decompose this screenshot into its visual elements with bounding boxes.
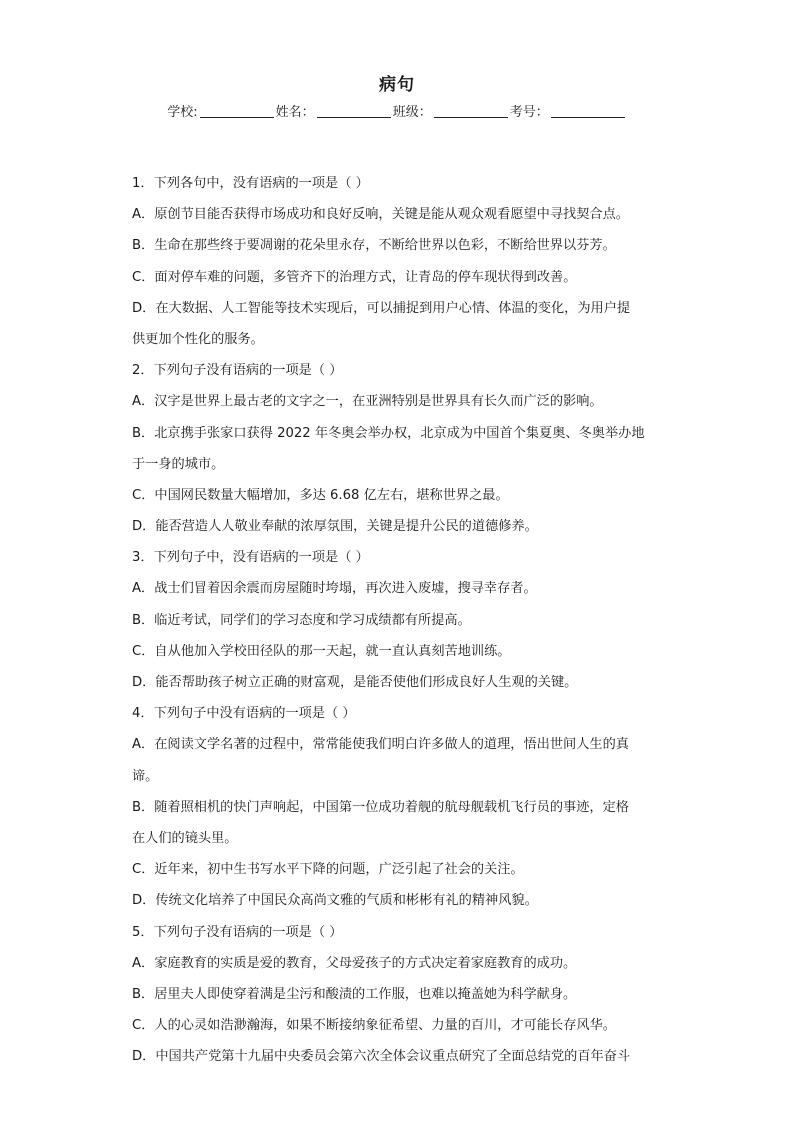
- text-line: C．近年来，初中生书写水平下降的问题，广泛引起了社会的关注。: [132, 862, 524, 878]
- text-line: C．面对停车难的问题，多管齐下的治理方式，让青岛的停车现状得到改善。: [132, 269, 577, 285]
- text-line: B．北京携手张家口获得 2022 年冬奥会举办权，北京成为中国首个集夏奥、冬奥举办地: [132, 425, 645, 441]
- text-line: A．原创节目能否获得市场成功和良好反响，关键是能从观众观看愿望中寻找契合点。: [132, 207, 629, 223]
- text-line: D．在大数据、人工智能等技术实现后，可以捕捉到用户心情、体温的变化，为用户提: [132, 300, 631, 316]
- class-label: 班级：: [392, 105, 432, 120]
- name-blank: [317, 104, 391, 118]
- text-line: C．人的心灵如浩渺瀚海，如果不断接纳象征希望、力量的百川，才可能长存风华。: [132, 1018, 616, 1034]
- text-line: B．居里夫人即使穿着满是尘污和酸渍的工作服，也难以掩盖她为科学献身。: [132, 986, 577, 1002]
- text-line: 3．下列句子中，没有语病的一项是（ ）: [132, 550, 369, 566]
- student-info-line: [0, 101, 794, 120]
- question-content: [132, 168, 668, 1072]
- text-line: C．自从他加入学校田径队的那一天起，就一直认真刻苦地训练。: [132, 643, 511, 659]
- school-label: 学校:: [167, 105, 198, 120]
- exam-number-label: 考号：: [509, 105, 549, 120]
- text-line: B．生命在那些终于要凋谢的花朵里永存，不断给世界以色彩，不断给世界以芬芳。: [132, 238, 616, 254]
- text-line: 1．下列各句中，没有语病的一项是（ ）: [132, 176, 369, 191]
- text-line: D．传统文化培养了中国民众高尚文雅的气质和彬彬有礼的精神风貌。: [132, 893, 538, 909]
- text-line: 供更加个性化的服务。: [132, 331, 264, 347]
- text-line: A．汉字是世界上最古老的文字之一，在亚洲特别是世界具有长久而广泛的影响。: [132, 394, 603, 410]
- text-line: D．能否营造人人敬业奉献的浓厚氛围，关键是提升公民的道德修养。: [132, 519, 538, 535]
- text-line: 4．下列句子中没有语病的一项是（ ）: [132, 706, 356, 722]
- text-line: A．家庭教育的实质是爱的教育，父母爱孩子的方式决定着家庭教育的成功。: [132, 955, 577, 971]
- text-line: 谛。: [132, 768, 159, 784]
- text-line: 于一身的城市。: [132, 456, 225, 472]
- text-line: 在人们的镜头里。: [132, 830, 238, 846]
- text-line: B．随着照相机的快门声响起，中国第一位成功着舰的航母舰载机飞行员的事迹，定格: [132, 799, 629, 815]
- text-line: D．能否帮助孩子树立正确的财富观，是能否使他们形成良好人生观的关键。: [132, 675, 578, 690]
- text-line: A．在阅读文学名著的过程中，常常能使我们明白许多做人的道理，悟出世间人生的真: [132, 737, 629, 753]
- exam-number-blank: [551, 104, 625, 118]
- text-line: 2．下列句子没有语病的一项是（ ）: [132, 363, 343, 379]
- page-title: 病句: [379, 75, 415, 95]
- name-label: 姓名：: [275, 105, 315, 120]
- text-line: A．战士们冒着因余震而房屋随时垮塌，再次进入废墟，搜寻幸存者。: [132, 581, 537, 597]
- class-blank: [434, 104, 508, 118]
- text-line: 5．下列句子没有语病的一项是（ ）: [132, 924, 343, 940]
- school-blank: [200, 104, 274, 118]
- text-line: D．中国共产党第十九届中央委员会第六次全体会议重点研究了全面总结党的百年奋斗: [132, 1049, 631, 1065]
- text-line: C．中国网民数量大幅增加，多达 6.68 亿左右，堪称世界之最。: [132, 487, 509, 503]
- text-line: B．临近考试，同学们的学习态度和学习成绩都有所提高。: [132, 612, 471, 628]
